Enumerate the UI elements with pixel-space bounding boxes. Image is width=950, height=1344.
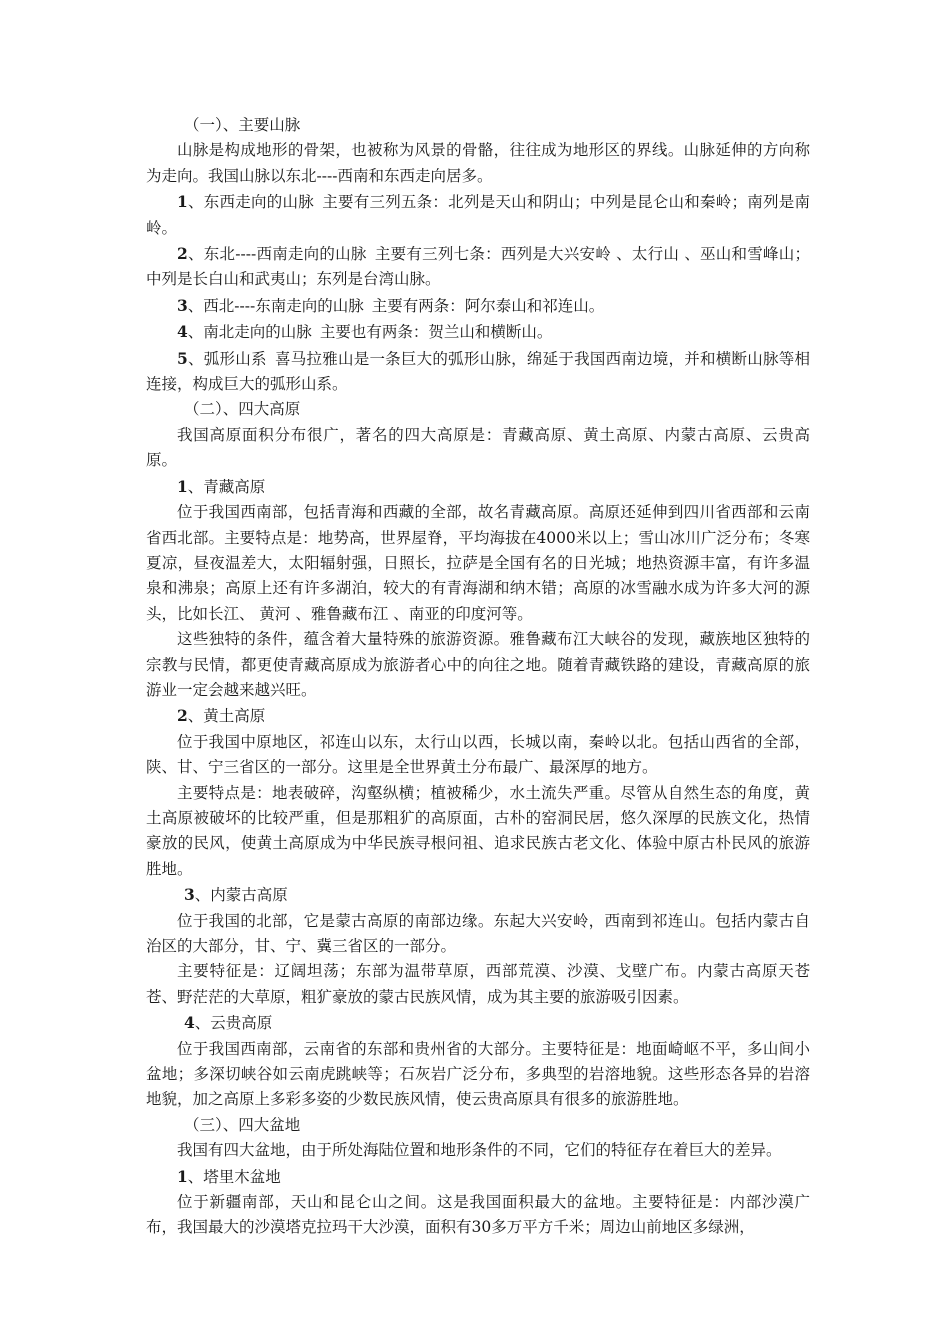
item-number: 2 [177, 244, 188, 264]
sub-title: 、云贵高原 [194, 1014, 273, 1033]
subsection-heading [146, 474, 810, 500]
item-title: 、东北----西南走向的山脉 [187, 245, 367, 264]
paragraph: 主要特点是：地表破碎，沟壑纵横；植被稀少，水土流失严重。尽管从自然生态的角度，黄土高原被破坏的比较严重，但是那粗犷的高原面，古朴的窑洞民居，悠久深厚的民族文化，热情豪放的民风，使黄土高原成为中华民族寻根问祖、追求民族古老文化、体验中原古朴民风的旅游胜地。 [146, 783, 810, 878]
item-number: 5 [177, 348, 188, 368]
item-number: 3 [177, 295, 188, 315]
mountain-item [146, 293, 810, 319]
paragraph: 我国高原面积分布很广，著名的四大高原是：青藏高原、黄土高原、内蒙古高原、云贵高原。 [146, 425, 810, 470]
item-text: 主要有三列五条：北列是天山和阴山；中列是昆仑山和秦岭；南列是南岭。 [146, 193, 810, 237]
item-text: 主要有两条：阿尔泰山和祁连山。 [371, 296, 605, 315]
paragraph: 位于新疆南部，天山和昆仑山之间。这是我国面积最大的盆地。主要特征是：内部沙漠广布，我国最大的沙漠塔克拉玛干大沙漠，面积有30多万平方千米；周边山前地区多绿洲， [146, 1193, 810, 1237]
sub-title: 、青藏高原 [187, 477, 266, 496]
subsection-heading [146, 882, 810, 908]
subsection-heading [146, 1010, 810, 1036]
item-text: 主要也有两条：贺兰山和横断山。 [319, 323, 553, 342]
paragraph: 我国有四大盆地，由于所处海陆位置和地形条件的不同，它们的特征存在着巨大的差异。 [177, 1141, 782, 1160]
item-number: 4 [177, 322, 188, 342]
paragraph: 主要特征是：辽阔坦荡；东部为温带草原，西部荒漠、沙漠、戈壁广布。内蒙古高原天苍苍、野茫茫的大草原，粗犷豪放的蒙古民族风情，成为其主要的旅游吸引因素。 [146, 962, 810, 1006]
sub-number: 2 [177, 706, 188, 726]
paragraph: 山脉是构成地形的骨架，也被称为风景的骨骼，往往成为地形区的界线。山脉延伸的方向称为走向。我国山脉以东北----西南和东西走向居多。 [146, 141, 810, 185]
sub-number: 4 [184, 1013, 195, 1033]
item-title: 、南北走向的山脉 [187, 323, 312, 342]
mountain-item [146, 241, 810, 293]
paragraph: 位于我国西南部，云南省的东部和贵州省的大部分。主要特征是：地面崎岖不平，多山间小盆地；多深切峡谷如云南虎跳峡等；石灰岩广泛分布，多典型的岩溶地貌。这些形态各异的岩溶地貌，加之高原上多彩多姿的少数民族风情，使云贵高原具有很多的旅游胜地。 [146, 1039, 810, 1109]
item-title: 、弧形山系 [187, 349, 267, 368]
mountain-item [146, 189, 810, 241]
section-heading: （二）、四大高原 [184, 400, 301, 419]
paragraph: 位于我国西南部，包括青海和西藏的全部，故名青藏高原。高原还延伸到四川省西部和云南省西北部。主要特点是：地势高，世界屋脊，平均海拔在4000米以上；雪山冰川广泛分布；冬寒夏凉，昼夜温差大，太阳辐射强，日照长，拉萨是全国有名的日光城；地热资源丰富，有许多温泉和沸泉；高原上还有许多湖泊，较大的有青海湖和纳木错；高原的冰雪融水成为许多大河的源头，比如长江、 黄河 、雅鲁藏布江 、南亚的印度河等。 [146, 503, 810, 623]
item-title: 、西北----东南走向的山脉 [187, 296, 364, 315]
item-text: 喜马拉雅山是一条巨大的弧形山脉，绵延于我国西南边境，并和横断山脉等相连接，构成巨大的弧形山系。 [146, 349, 810, 394]
mountain-item [146, 319, 810, 345]
sub-number: 3 [184, 885, 195, 905]
item-number: 1 [177, 192, 188, 212]
mountain-item [146, 346, 810, 398]
paragraph: 位于我国的北部，它是蒙古高原的南部边缘。东起大兴安岭，西南到祁连山。包括内蒙古自治区的大部分，甘、宁、冀三省区的一部分。 [146, 911, 810, 955]
item-title: 、东西走向的山脉 [187, 193, 314, 212]
sub-number: 1 [177, 1166, 188, 1186]
sub-title: 、黄土高原 [187, 707, 266, 726]
section-heading: （三）、四大盆地 [184, 1115, 301, 1134]
item-text: 主要有三列七条：西列是大兴安岭 、太行山 、巫山和雪峰山；中列是长白山和武夷山；东列是台湾山脉。 [146, 245, 811, 289]
paragraph: 这些独特的条件，蕴含着大量特殊的旅游资源。雅鲁藏布江大峡谷的发现，藏族地区独特的宗教与民情，都更使青藏高原成为旅游者心中的向往之地。随着青藏铁路的建设，青藏高原的旅游业一定会越来越兴旺。 [146, 630, 810, 699]
sub-title: 、内蒙古高原 [194, 886, 288, 905]
section-heading: （一）、主要山脉 [184, 116, 301, 134]
subsection-heading [146, 703, 810, 729]
sub-number: 1 [177, 476, 188, 496]
sub-title: 、塔里木盆地 [187, 1167, 281, 1186]
paragraph: 位于我国中原地区，祁连山以东，太行山以西，长城以南，秦岭以北。包括山西省的全部，陕、甘、宁三省区的一部分。这里是全世界黄土分布最广、最深厚的地方。 [146, 732, 810, 777]
document-body [146, 113, 810, 1241]
subsection-heading [146, 1164, 810, 1190]
